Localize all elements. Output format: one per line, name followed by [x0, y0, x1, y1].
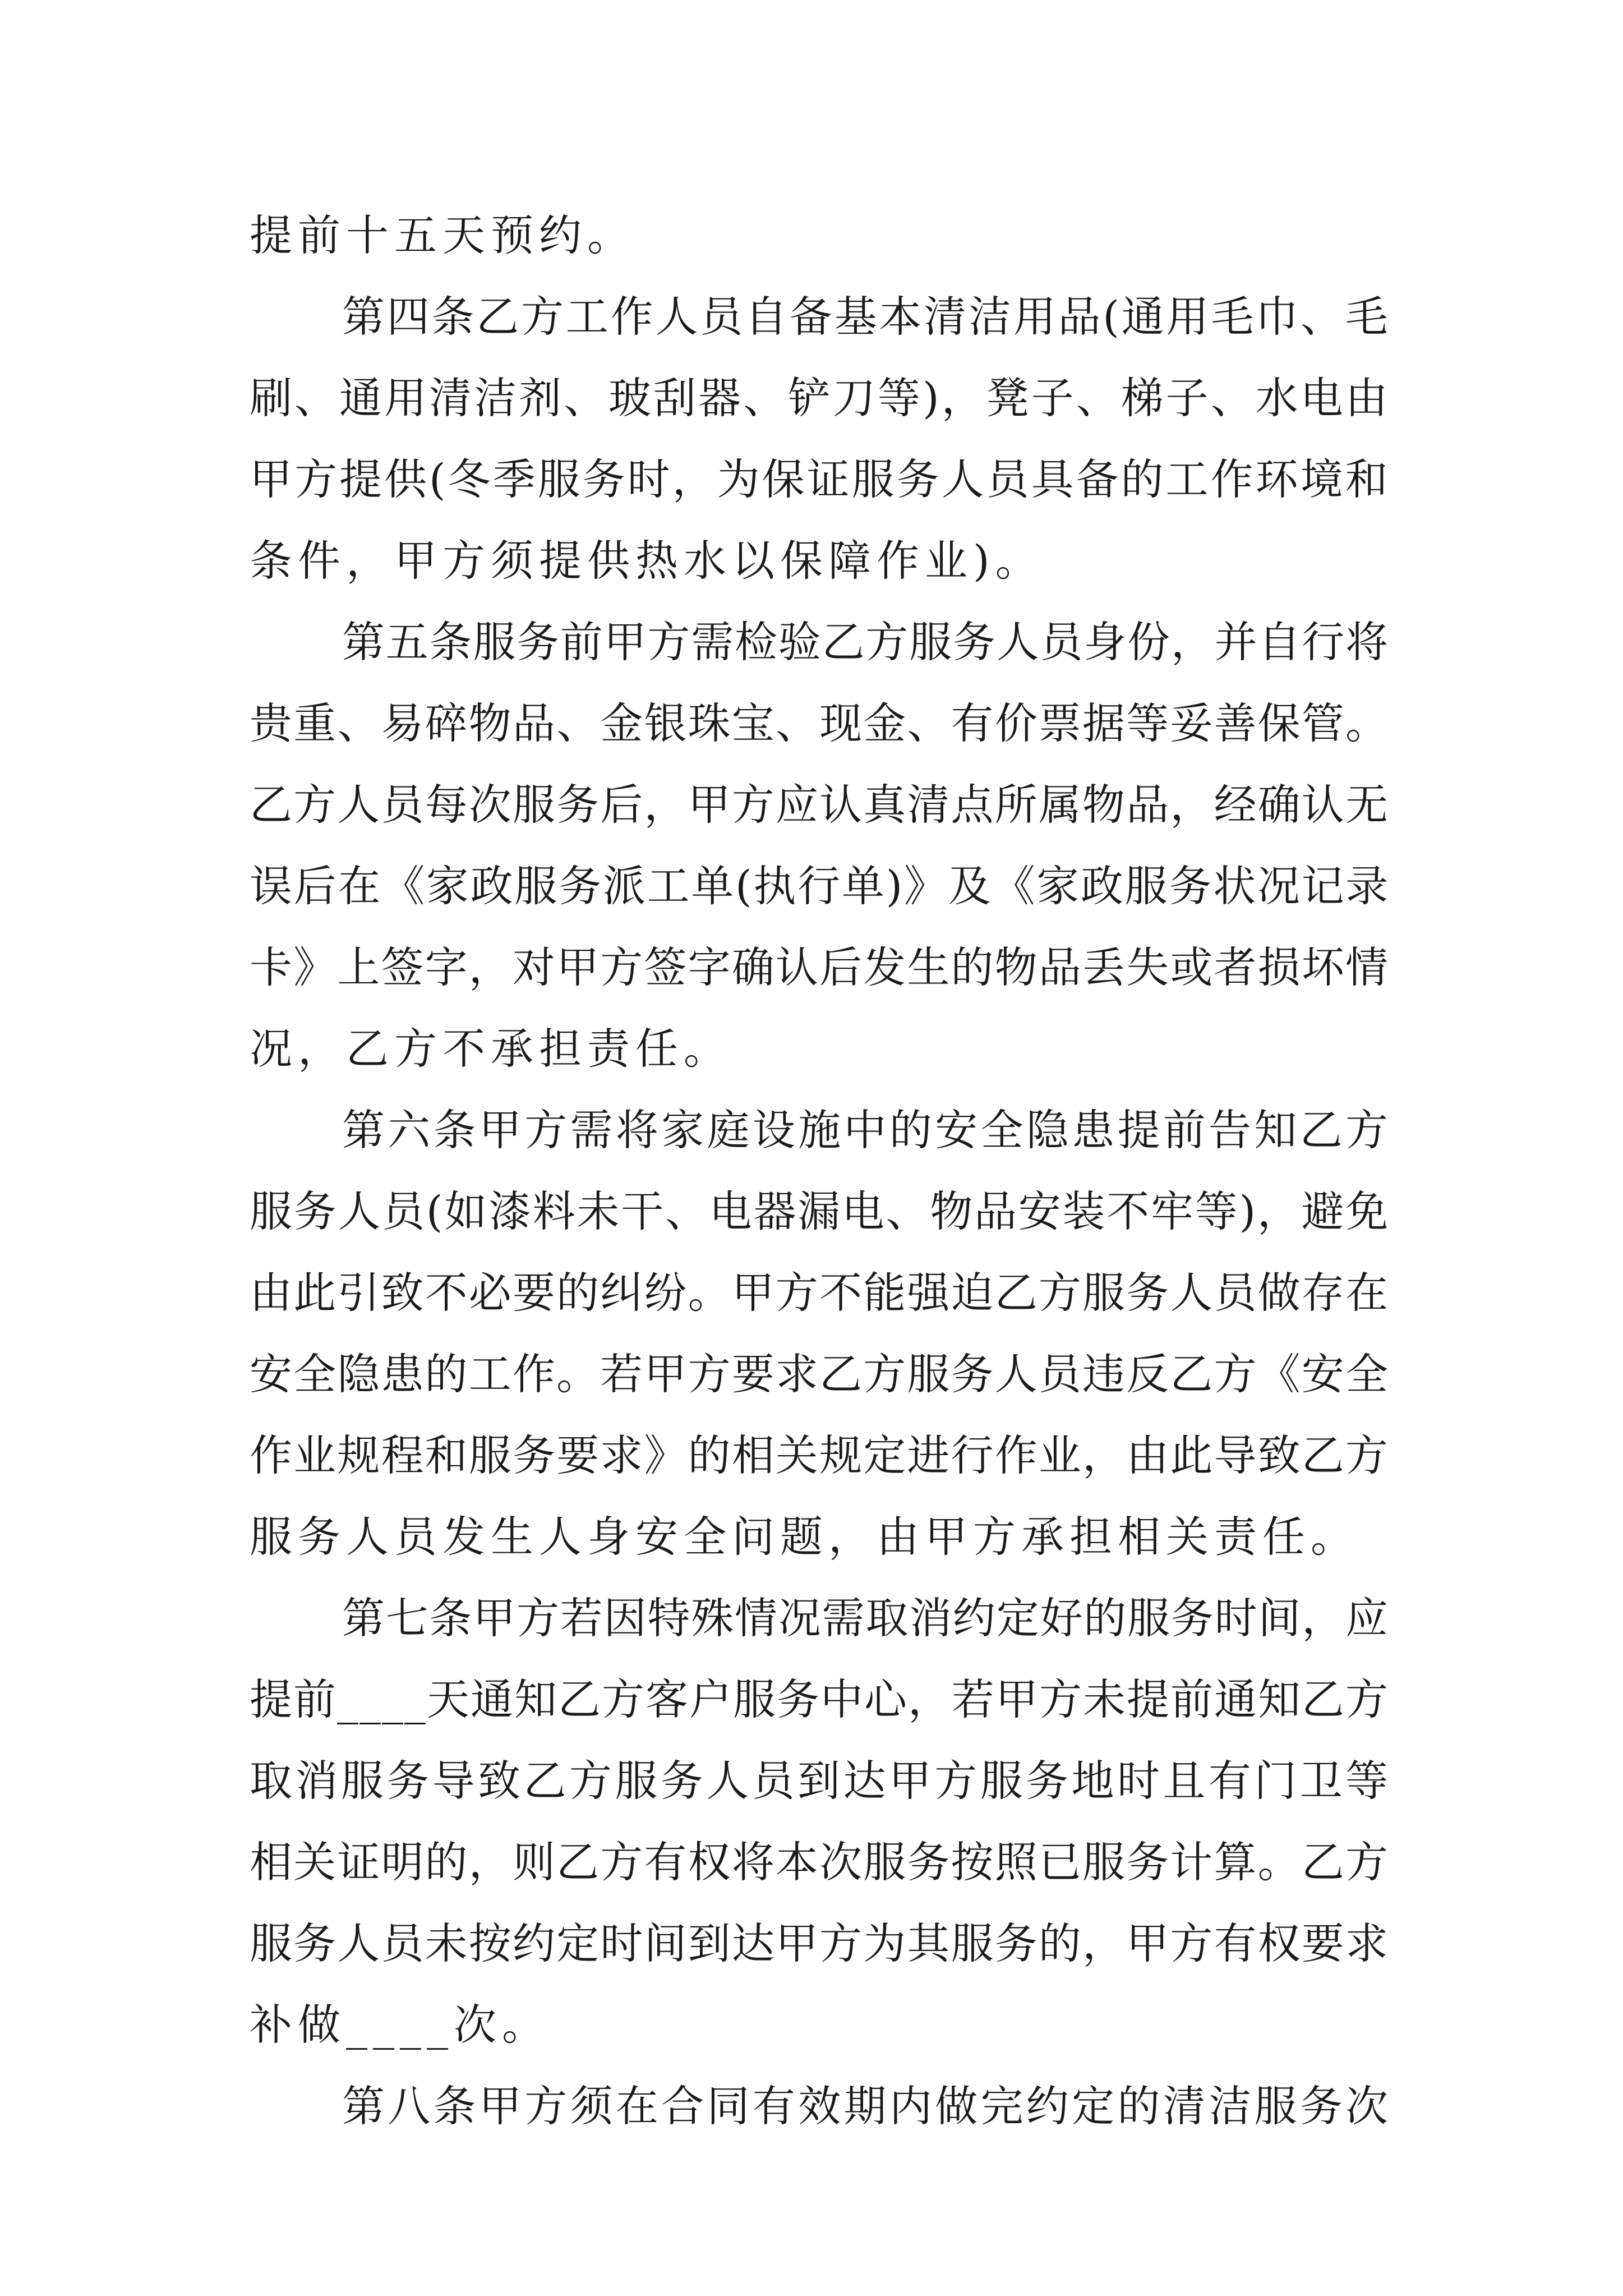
paragraph-first-line: 第八条甲方须在合同有效期内做完约定的清洁服务次 [342, 2081, 1391, 2131]
text-line: 提前十五天预约。 [250, 210, 635, 260]
paragraph-first-line: 第四条乙方工作人员自备基本清洁用品(通用毛巾、毛 [342, 292, 1390, 342]
text-line: 误后在《家政服务派工单(执行单)》及《家政服务状况记录 [250, 861, 1390, 911]
paragraph-first-line: 第五条服务前甲方需检验乙方服务人员身份，并自行将 [342, 617, 1389, 667]
text-line: 取消服务导致乙方服务人员到达甲方服务地时且有门卫等 [250, 1756, 1391, 1806]
text-line: 服务人员发生人身安全问题，由甲方承担相关责任。 [250, 1512, 1359, 1562]
text-line: 服务人员未按约定时间到达甲方为其服务的，甲方有权要求 [250, 1918, 1390, 1968]
text-line: 安全隐患的工作。若甲方要求乙方服务人员违反乙方《安全 [250, 1349, 1390, 1399]
text-line: 服务人员(如漆料未干、电器漏电、物品安装不牢等)，避免 [250, 1186, 1390, 1236]
text-line: 刷、通用清洁剂、玻刮器、铲刀等)，凳子、梯子、水电由 [250, 373, 1390, 423]
text-line: 乙方人员每次服务后，甲方应认真清点所属物品，经确认无 [250, 780, 1390, 830]
text-line: 卡》上签字，对甲方签字确认后发生的物品丢失或者损坏情 [250, 942, 1390, 992]
text-line: 由此引致不必要的纠纷。甲方不能强迫乙方服务人员做存在 [250, 1268, 1390, 1318]
text-line: 况，乙方不承担责任。 [250, 1024, 732, 1074]
text-line: 作业规程和服务要求》的相关规定进行作业，由此导致乙方 [250, 1430, 1390, 1480]
text-line: 补做____次。 [250, 2000, 550, 2050]
text-line: 提前____天通知乙方客户服务中心，若甲方未提前通知乙方 [250, 1674, 1389, 1724]
text-line: 相关证明的，则乙方有权将本次服务按照已服务计算。乙方 [250, 1837, 1390, 1887]
paragraph-first-line: 第七条甲方若因特殊情况需取消约定好的服务时间，应 [342, 1593, 1389, 1643]
paragraph-first-line: 第六条甲方需将家庭设施中的安全隐患提前告知乙方 [342, 1105, 1391, 1155]
text-line: 甲方提供(冬季服务时，为保证服务人员具备的工作环境和 [250, 454, 1390, 504]
text-line: 条件，甲方须提供热水以保障作业)。 [250, 536, 1044, 586]
text-line: 贵重、易碎物品、金银珠宝、现金、有价票据等妥善保管。 [250, 698, 1390, 748]
